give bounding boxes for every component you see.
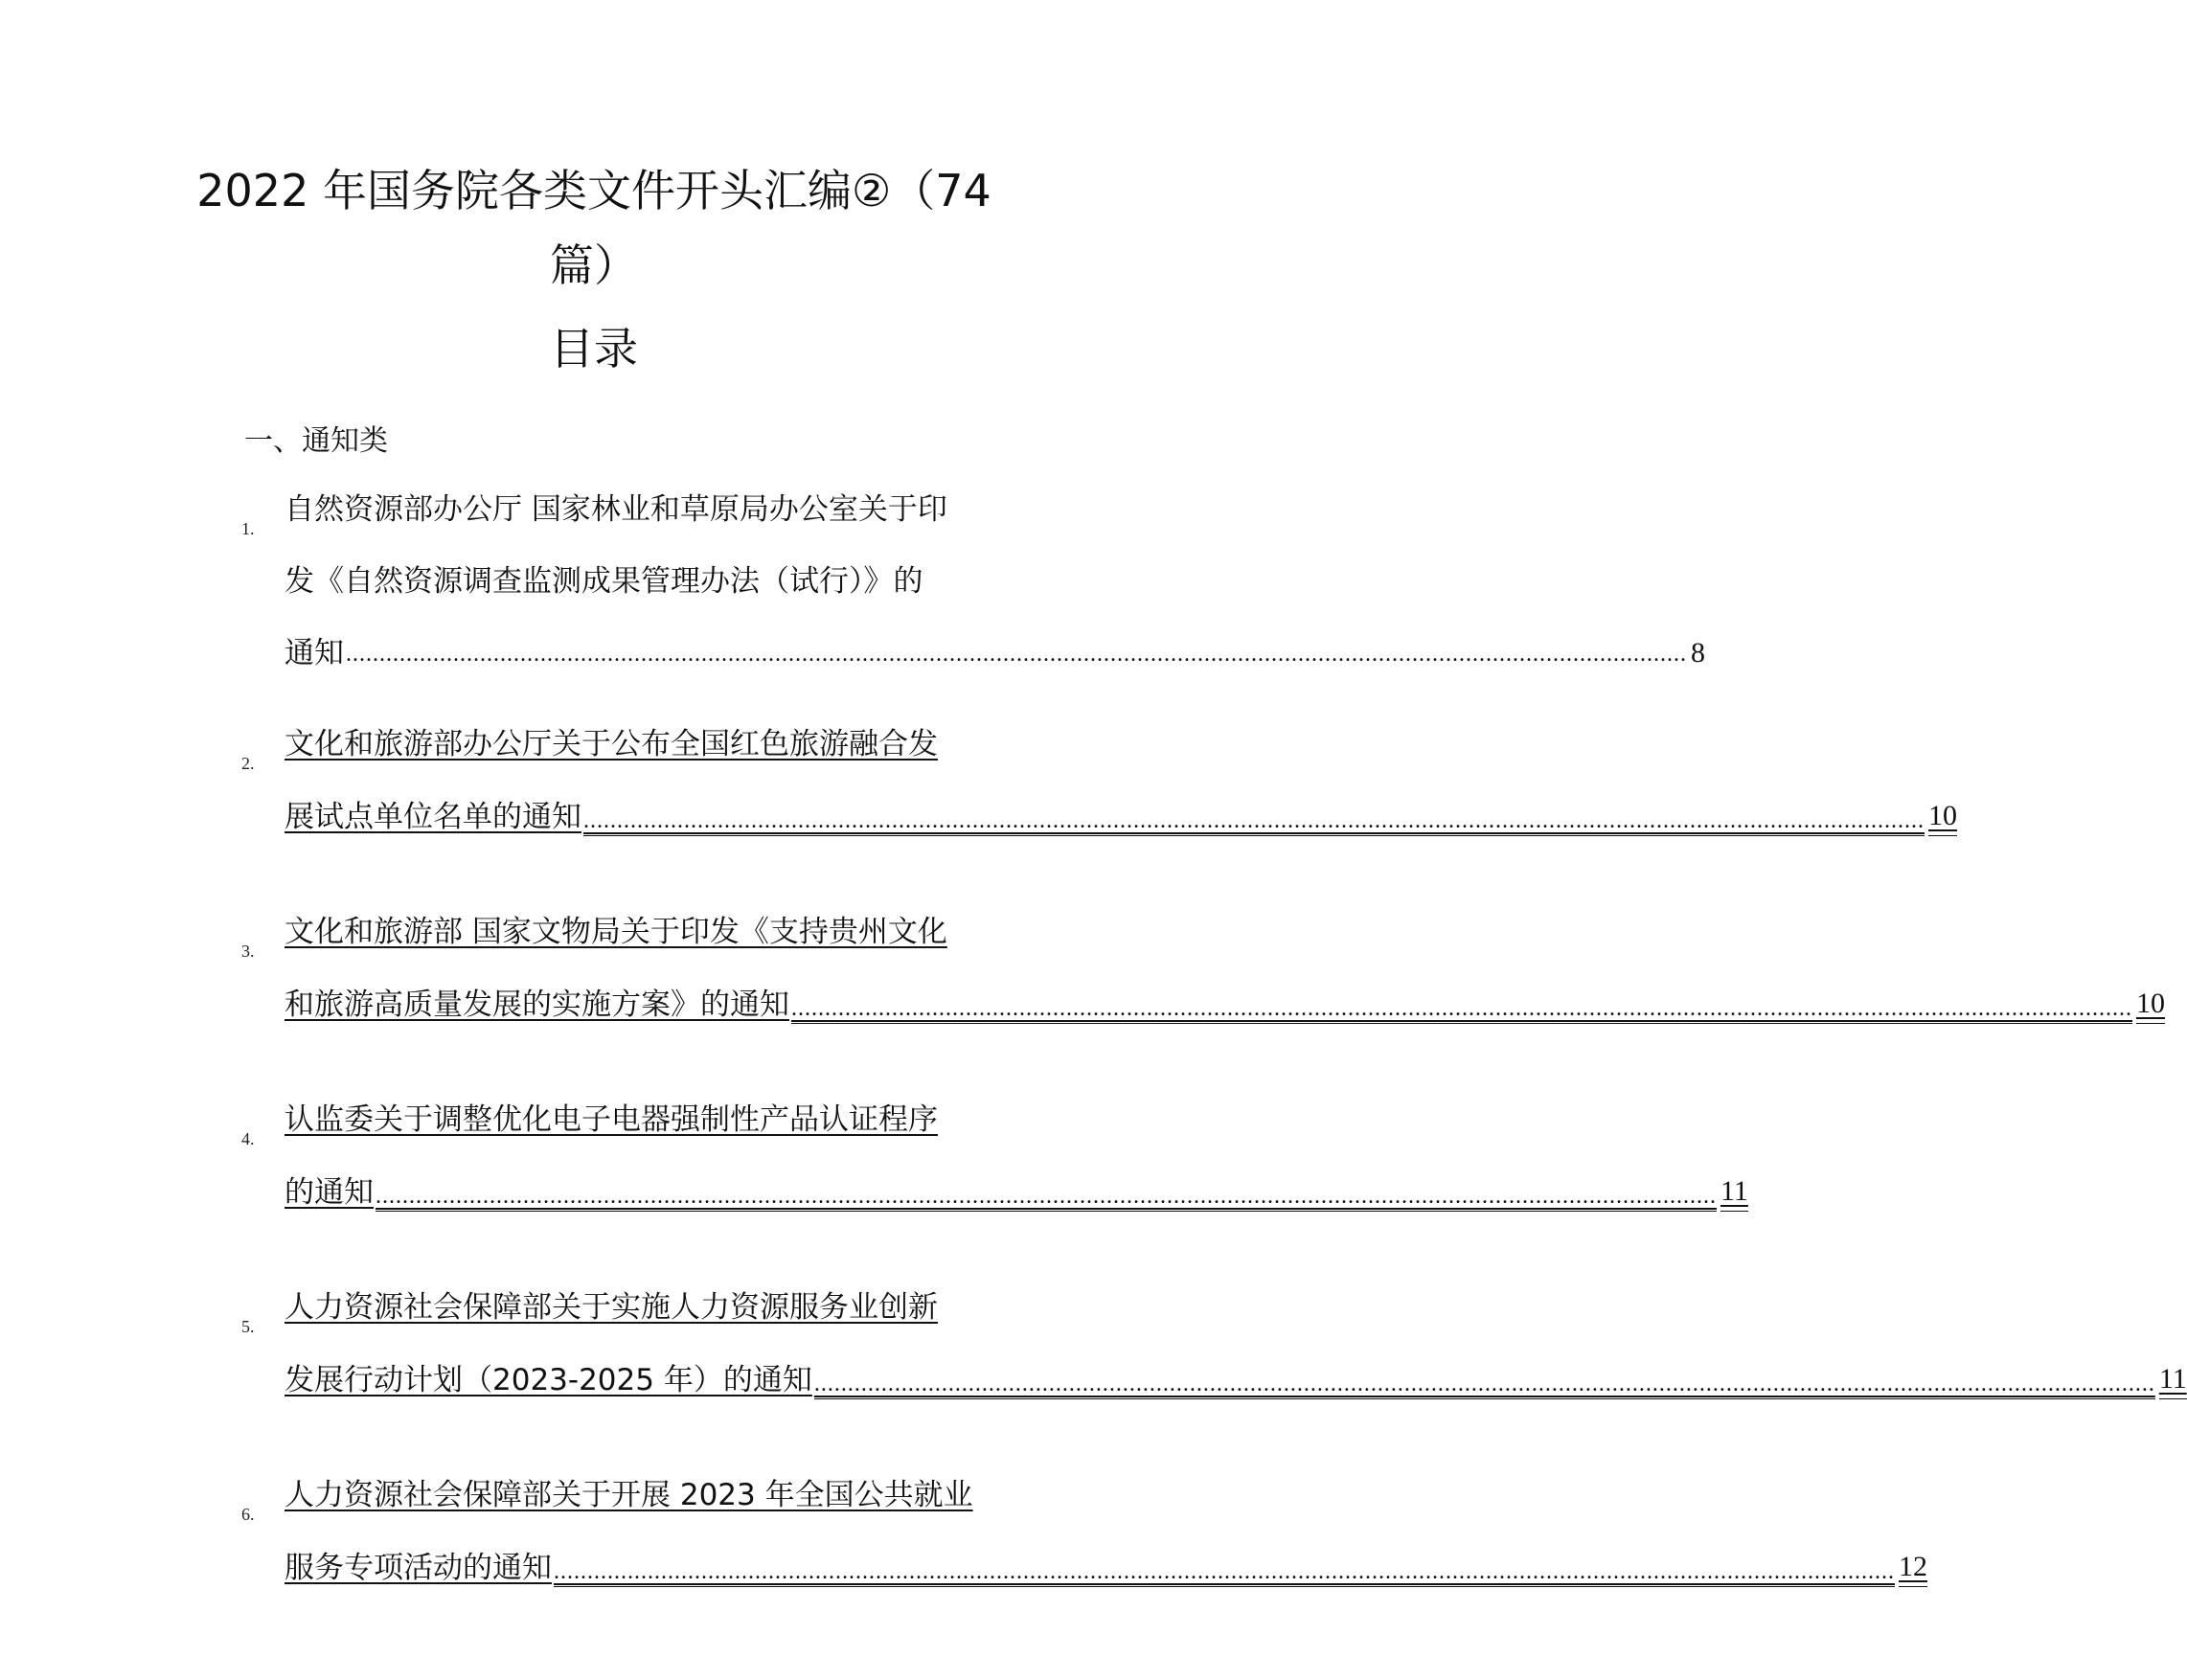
document-title bbox=[172, 153, 1015, 303]
toc-dot-leader: ........................................................................................................................................................................................................ bbox=[376, 1182, 1717, 1212]
toc-entry-text: 认监委关于调整优化电子电器强制性产品认证程序 bbox=[285, 1102, 938, 1137]
toc-entry-number: 1. bbox=[241, 519, 255, 538]
toc-entry-line bbox=[285, 562, 998, 601]
toc-entry-text: 文化和旅游部办公厅关于公布全国红色旅游融合发 bbox=[285, 727, 938, 761]
toc-entry-number: 4. bbox=[241, 1129, 255, 1148]
toc-entry-line[interactable] bbox=[285, 1101, 998, 1139]
toc-dot-leader: ........................................................................................................................................................................................................ bbox=[554, 1557, 1895, 1587]
toc-entry-text: 文化和旅游部 国家文物局关于印发《支持贵州文化 bbox=[285, 915, 947, 949]
document-title-line-2: 篇） bbox=[550, 239, 638, 291]
toc-entry-line[interactable] bbox=[285, 1172, 1748, 1212]
toc-entry-text: 通知 bbox=[285, 636, 344, 670]
toc-entry-line[interactable] bbox=[285, 1288, 998, 1327]
toc-entry-text: 和旅游高质量发展的实施方案》的通知 bbox=[285, 988, 789, 1022]
toc-page-number: 10 bbox=[1928, 797, 1957, 836]
toc-dot-leader: ........................................................................................................................................................................................................ bbox=[791, 994, 2132, 1024]
toc-page-number: 11 bbox=[2159, 1360, 2187, 1399]
toc-entry-text: 发展行动计划（2023-2025 年）的通知 bbox=[285, 1363, 812, 1397]
toc-entry-line[interactable] bbox=[285, 725, 998, 763]
toc-dot-leader: ........................................................................................................................................................................................................ bbox=[583, 806, 1925, 836]
toc-entry-line[interactable] bbox=[285, 1548, 1927, 1587]
toc-entry-text: 展试点单位名单的通知 bbox=[285, 800, 581, 834]
toc-entry-text: 的通知 bbox=[285, 1175, 374, 1210]
toc-page-number: 12 bbox=[1899, 1548, 1927, 1587]
section-heading: 一、通知类 bbox=[244, 424, 388, 458]
toc-entry-line[interactable] bbox=[285, 1476, 998, 1514]
toc-entry-text: 人力资源社会保障部关于开展 2023 年全国公共就业 bbox=[285, 1478, 973, 1512]
toc-entry-line[interactable] bbox=[285, 1360, 2187, 1399]
toc-entry-number: 3. bbox=[241, 942, 255, 961]
toc-page-number: 11 bbox=[1720, 1172, 1748, 1212]
toc-page-number: 10 bbox=[2136, 985, 2165, 1024]
toc-entry-line bbox=[285, 634, 1705, 672]
toc-entry-line bbox=[285, 490, 998, 529]
toc-entry-text: 人力资源社会保障部关于实施人力资源服务业创新 bbox=[285, 1290, 938, 1325]
toc-entry-line[interactable] bbox=[285, 985, 2165, 1024]
document-title-line-1: 2022 年国务院各类文件开头汇编②（74 bbox=[196, 165, 991, 216]
toc-entry-number: 2. bbox=[241, 754, 255, 773]
toc-entry-text: 发《自然资源调查监测成果管理办法（试行）》的 bbox=[285, 564, 923, 599]
toc-entry-number: 6. bbox=[241, 1505, 255, 1524]
toc-entry-text: 服务专项活动的通知 bbox=[285, 1551, 552, 1585]
toc-dot-leader: ........................................................................................................................................................................................................ bbox=[814, 1370, 2155, 1399]
toc-dot-leader: ........................................................................................................................................................................................................ bbox=[346, 642, 1687, 667]
toc-entry-line[interactable] bbox=[285, 913, 998, 951]
toc-entry-line[interactable] bbox=[285, 797, 1957, 836]
toc-heading: 目录 bbox=[550, 323, 638, 375]
toc-entry-text: 自然资源部办公厅 国家林业和草原局办公室关于印 bbox=[285, 492, 947, 527]
toc-page-number: 8 bbox=[1691, 637, 1705, 669]
toc-entry-number: 5. bbox=[241, 1317, 255, 1336]
